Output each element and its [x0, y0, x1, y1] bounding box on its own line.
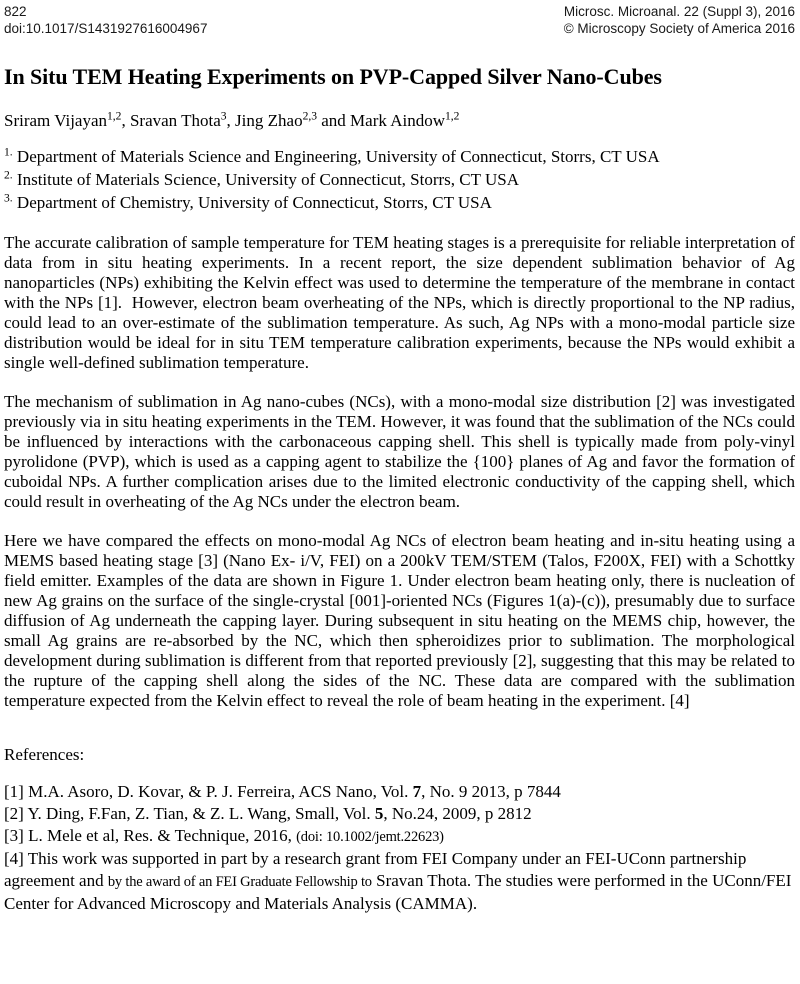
body-paragraph-1: The accurate calibration of sample temperature for TEM heating stages is a prerequisite for reliable interpretation of data from in situ heating experiments. In a recent report, the size dependent sublimation behavior of Ag nanoparticles (NPs) exhibiting the Kelvin effect was used to determine the temperature of the membrane in contact with the NPs [1]. However, electron beam overheating of the NPs, which is directly proportional to the NP radius, could lead to an over-estimate of the sublimation temperature. As such, Ag NPs with a mono-modal particle size distribution would be ideal for in situ TEM temperature calibration experiments, because the NPs would exhibit a single well-defined sublimation temperature.	[4, 233, 795, 372]
affiliation-line: $^{1.}$ Department of Materials Science and Engineering, University of Connecticut, Storrs, CT USA	[4, 145, 660, 166]
page-number: 822	[4, 4, 27, 19]
body-paragraph-3: Here we have compared the effects on mono-modal Ag NCs of electron beam heating and in-situ heating using a MEMS based heating stage [3] (Nano Ex- i/V, FEI) on a 200kV TEM/STEM (Talos, F200X, FEI) with a Schottky field emitter. Examples of the data are shown in Figure 1. Under electron beam heating only, there is nucleation of new Ag grains on the surface of the single-crystal [001]-oriented NCs (Figures 1(a)-(c)), presumably due to surface diffusion of Ag underneath the capping layer. During subsequent in situ heating on the MEMS chip, however, the small Ag grains are re-absorbed by the NC, which then spheroidizes prior to sublimation. The morphological development during sublimation is different from that reported previously [2], suggesting that this may be related to the rupture of the capping shell along the sides of the NC. These data are compared with the sublimation temperature expected from the Kelvin effect to reveal the role of beam heating in the experiment. [4]	[4, 531, 795, 710]
author-list: Sriram Vijayan$^{1,2}$, Sravan Thota$^3$, Jing Zhao$^{2,3}$ and Mark Aindow$^{1,2}$	[4, 109, 460, 130]
reference-item: [1] M.A. Asoro, D. Kovar, & P. J. Ferreira, ACS Nano, Vol. 7, No. 9 2013, p 7844	[4, 782, 561, 801]
references-heading: References:	[4, 745, 85, 764]
reference-list	[4, 781, 795, 915]
doi-text: doi:10.1017/S1431927616004967	[4, 21, 208, 36]
reference-item: [3] L. Mele et al, Res. & Technique, 2016, (doi: 10.1002/jemt.22623)	[4, 826, 444, 845]
affiliation-line: $^{2.}$ Institute of Materials Science, University of Connecticut, Storrs, CT USA	[4, 168, 519, 189]
header-right-block	[564, 3, 795, 37]
affiliation-list	[4, 145, 795, 214]
header-left-block	[4, 3, 207, 37]
affiliation-line: $^{3.}$ Department of Chemistry, University of Connecticut, Storrs, CT USA	[4, 191, 492, 212]
article-title: In Situ TEM Heating Experiments on PVP-Capped Silver Nano-Cubes	[4, 64, 662, 89]
running-header	[4, 3, 795, 37]
copyright-notice: © Microscopy Society of America 2016	[563, 21, 795, 36]
journal-citation: Microsc. Microanal. 22 (Suppl 3), 2016	[563, 4, 795, 19]
body-paragraph-2: The mechanism of sublimation in Ag nano-cubes (NCs), with a mono-modal size distribution [2] was investigated previously via in situ heating experiments in the TEM. However, it was found that the sublimation of the NCs could be influenced by interactions with the carbonaceous capping shell. This shell is typically made from poly-vinyl pyrolidone (PVP), which is used as a capping agent to stabilize the {100} planes of Ag and favor the formation of cuboidal NPs. A further complication arises due to the limited electronic conductivity of the capping shell, which could result in overheating of the Ag NCs under the electron beam.	[4, 392, 795, 511]
reference-item: [4] This work was supported in part by a research grant from FEI Company under an FEI-UConn partnership agreement and by the award of an FEI Graduate Fellowship to Sravan Thota. The studies were performed in the UConn/FEI Center for Advanced Microscopy and Materials Analysis (CAMMA).	[4, 849, 792, 913]
reference-item: [2] Y. Ding, F.Fan, Z. Tian, & Z. L. Wang, Small, Vol. 5, No.24, 2009, p 2812	[4, 804, 532, 823]
